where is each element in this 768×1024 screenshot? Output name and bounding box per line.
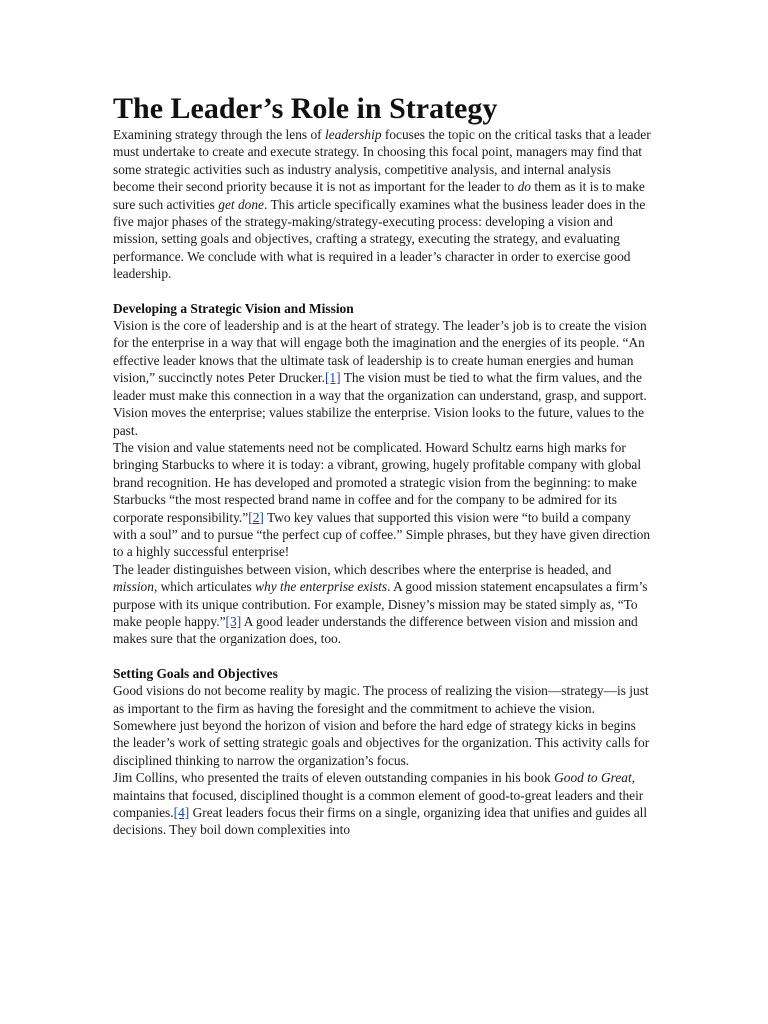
emphasis-text: Good to Great (554, 770, 632, 786)
body-paragraph (113, 682, 653, 769)
text-run: . This article specifically examines what the business leader does in the five major phases of the strategy-making/strategy-executing process: developing a vision and mission, setting goals and objectives, crafting a strategy, executing the strategy, and evaluating performance. We conclude with what is required in a leader’s character in order to exercise good leadership. (113, 196, 646, 282)
section-heading-goals-objectives: Setting Goals and Objectives (113, 665, 278, 681)
footnote-link-4[interactable]: [4] (173, 805, 190, 821)
text-run: Jim Collins, who presented the traits of eleven outstanding companies in his book (113, 770, 555, 786)
emphasis-text: get done (218, 196, 264, 212)
text-run: The vision and value statements need not be complicated. Howard Schultz earns high marks for bringing Starbucks to where it is today: a vibrant, growing, hugely profitable company with global brand recognition. He has developed and promoted a strategic vision from the beginning: to make Starbucks “the most respected brand name in coffee and for the company to be admired for its corporate responsibility.” (113, 439, 642, 525)
text-run: The vision must be tied to what the firm values, and the leader must make this connection in a way that the organization can understand, grasp, and support. Vision moves the enterprise; values stabilize the enterprise. Vision looks to the future, values to the past. (113, 370, 647, 438)
text-run: them as it is to make sure such activities (113, 179, 645, 212)
emphasis-text: leadership (324, 127, 382, 142)
text-run: A good leader understands the difference between vision and mission and makes sure that the organization does, too. (113, 613, 638, 647)
footnote-link-3[interactable]: [3] (225, 613, 242, 629)
text-run: Vision is the core of leadership and is at the heart of strategy. The leader’s job is to create the vision for the enterprise in a way that will engage both the imagination and the energies of its people. “An effective leader knows that the ultimate task of leadership is to create human energies and human vision,” succinctly notes Peter Drucker. (113, 318, 647, 386)
document-page (113, 92, 653, 992)
text-run: Examining strategy through the lens of (113, 127, 325, 142)
text-run: , maintains that focused, disciplined thought is a common element of good-to-great leaders and their companies. (113, 770, 644, 821)
text-run: Great leaders focus their firms on a single, organizing idea that unifies and guides all decisions. They boil down complexities into (113, 805, 648, 838)
section-heading-vision-mission: Developing a Strategic Vision and Mission (113, 300, 354, 316)
emphasis-text: why the enterprise exists (255, 579, 388, 595)
body-paragraph (113, 439, 653, 561)
emphasis-text: mission (113, 579, 154, 595)
body-paragraph (113, 317, 653, 439)
body-paragraph (113, 561, 653, 648)
document-title: The Leader’s Role in Strategy (113, 92, 498, 125)
footnote-link-2[interactable]: [2] (248, 509, 264, 525)
text-run: , which articulates (153, 579, 256, 595)
text-run: . A good mission statement encapsulates a firm’s purpose with its unique contribution. For example, Disney’s mission may be stated simply as, “To make people happy.” (113, 579, 648, 629)
body-paragraph (113, 769, 653, 839)
emphasis-text: do (517, 179, 531, 195)
text-run: Good visions do not become reality by magic. The process of realizing the vision—strategy—is just as important to the firm as having the foresight and the commitment to achieve the vision. Somewhere just beyond the horizon of vision and before the hard edge of strategy kicks in begins the leader’s work of setting strategic goals and objectives for the organization. This activity calls for disciplined thinking to narrow the organization’s focus. (113, 683, 650, 768)
footnote-link-1[interactable]: [1] (324, 370, 341, 386)
intro-paragraph (113, 126, 653, 283)
text-run: The leader distinguishes between vision, which describes where the enterprise is headed, and (113, 561, 612, 577)
text-run: focuses the topic on the critical tasks that a leader must undertake to create and execute strategy. In choosing this focal point, managers may find that some strategic activities such as industry analysis, competitive analysis, and internal analysis become their second priority because it is not as important for the leader to (113, 127, 651, 195)
text-run: Two key values that supported this vision were “to build a company with a soul” and to pursue “the perfect cup of coffee.” Simple phrases, but they have given direction to a highly successful enterprise! (113, 509, 651, 560)
